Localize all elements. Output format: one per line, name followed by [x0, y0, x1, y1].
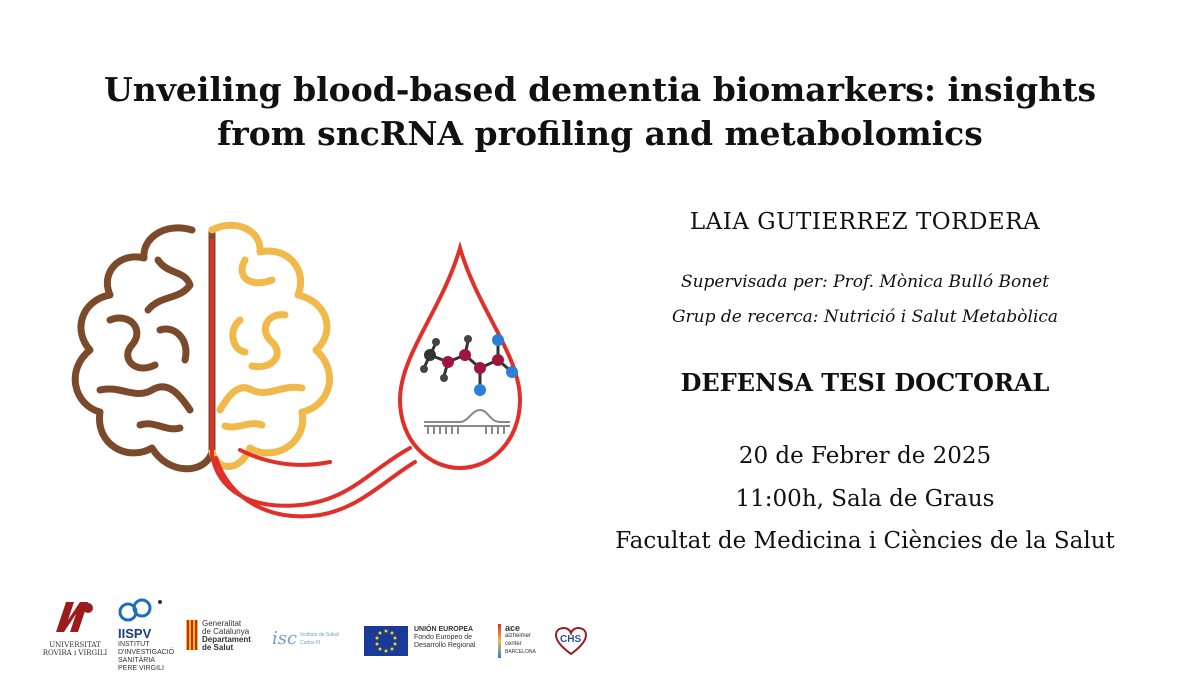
author-name: LAIA GUTIERREZ TORDERA — [689, 209, 1041, 235]
urv-logo — [40, 598, 110, 657]
title-line-1: Unveiling blood-based dementia biomarkers: insights — [103, 70, 1097, 109]
generalitat-line-2: de Catalunya — [202, 627, 250, 636]
research-group: Grup de recerca: Nutrició i Salut Metabòlica — [671, 307, 1059, 327]
iispv-name: IISPV — [118, 626, 152, 641]
urv-line-2: ROVIRA i VIRGILI — [42, 649, 108, 657]
blood-vessel — [212, 240, 415, 516]
eu-logo — [364, 626, 494, 656]
ace-line-3: center — [505, 641, 522, 647]
ace-logo — [498, 624, 548, 658]
brain-left-hemisphere — [75, 228, 212, 469]
event-time-place: 11:00h, Sala de Graus — [735, 486, 995, 512]
isciii-name: isc — [272, 628, 298, 649]
eu-line-2: Fondo Europeo de — [414, 634, 472, 641]
generalitat-flag-icon — [186, 620, 198, 650]
presentation-title — [60, 68, 1140, 156]
generalitat-line-1: Generalitat — [202, 619, 242, 628]
eu-flag-icon — [364, 626, 408, 656]
brain-blood-illustration — [40, 200, 560, 540]
event-faculty: Facultat de Medicina i Ciències de la Salut — [615, 528, 1115, 554]
isciii-line-1: Instituto de Salud Carlos III — [300, 631, 339, 646]
event-title: DEFENSA TESI DOCTORAL — [680, 368, 1050, 397]
title-line-2: from sncRNA profiling and metabolomics — [217, 114, 983, 153]
ace-line-1: ace — [505, 623, 521, 633]
urv-emblem-icon — [52, 598, 98, 636]
eu-line-3: Desarrollo Regional — [414, 642, 476, 649]
iispv-line-3: SANITÀRIA — [118, 657, 155, 664]
chs-logo — [554, 626, 588, 656]
generalitat-line-4: de Salut — [202, 643, 234, 652]
iispv-logo — [118, 596, 178, 673]
iispv-line-2: D'INVESTIGACIÓ — [118, 649, 175, 656]
ace-line-2: alzheimer — [505, 633, 532, 639]
eu-line-1: UNIÓN EUROPEA — [414, 626, 474, 633]
isciii-logo — [272, 628, 352, 649]
generalitat-line-3: Departament — [202, 635, 251, 644]
supervisor: Supervisada per: Prof. Mònica Bulló Bonet — [680, 272, 1050, 292]
sponsor-logos — [0, 590, 1200, 675]
iispv-line-1: INSTITUT — [118, 641, 150, 648]
iispv-line-4: PERE VIRGILI — [118, 665, 164, 672]
generalitat-logo — [186, 620, 266, 652]
chs-name: CHS — [560, 634, 582, 645]
rna-hairpin-icon — [424, 410, 510, 434]
ace-line-4: BARCELONA — [505, 649, 536, 655]
brain-right-hemisphere — [212, 225, 330, 466]
urv-line-1: UNIVERSITAT — [49, 641, 101, 649]
iispv-emblem-icon — [118, 596, 168, 622]
event-date: 20 de Febrer de 2025 — [738, 443, 992, 469]
